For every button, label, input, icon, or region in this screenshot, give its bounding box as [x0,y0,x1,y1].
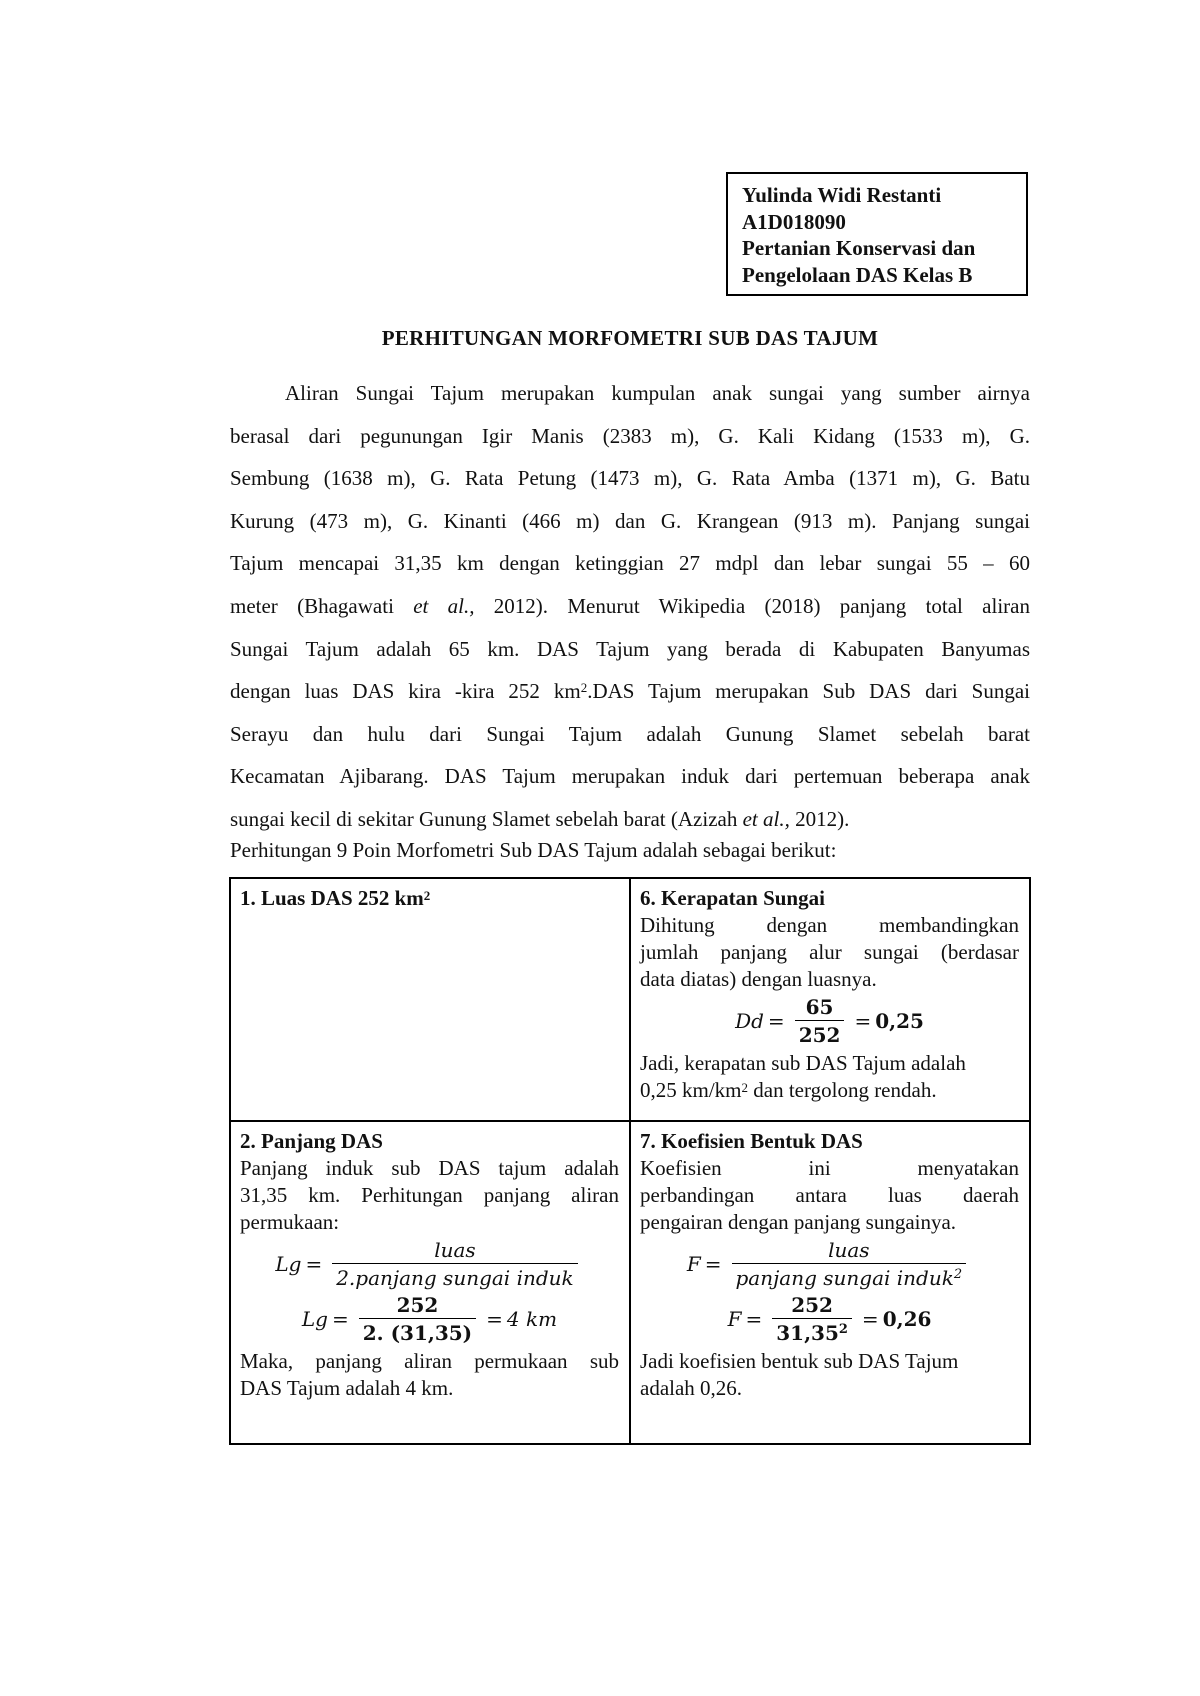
course-line-2: Pengelolaan DAS Kelas B [742,262,973,287]
author-info-box [726,172,1028,296]
numerator: 65 [805,995,834,1019]
numerator: luas [434,1238,476,1262]
numerator: luas [828,1238,870,1262]
cell-text-line: perbandingan antara luas daerah [640,1183,1019,1207]
cell-title [240,885,619,912]
cell-title: 2. Panjang DAS [240,1129,383,1153]
equation-lg-result [240,1293,619,1346]
text-run: meter (Bhagawati [230,593,414,618]
cell-text-line [640,1077,1019,1104]
equals-sign: = [704,1252,722,1276]
paragraph-line [230,585,1030,628]
cell-text-line: pengairan dengan panjang sungainya. [640,1210,957,1234]
equation-f-formula [640,1238,1019,1291]
intro-paragraph [230,372,1030,841]
numerator: 252 [396,1293,439,1317]
document-title: PERHITUNGAN MORFOMETRI SUB DAS TAJUM [381,326,879,350]
cell-text-line: Dihitung dengan membandingkan [640,913,1019,937]
author-name: Yulinda Widi Restanti [742,183,942,207]
equation-lhs: F [686,1252,701,1276]
denominator [772,1318,852,1346]
paragraph-line: Sungai Tajum adalah 65 km. DAS Tajum yang berada di Kabupaten Banyumas [230,636,1030,661]
equation-lhs: F [727,1307,742,1331]
paragraph-line [230,670,1030,713]
fraction [332,1238,577,1291]
superscript: 2 [953,1267,963,1282]
cell-text-line: DAS Tajum adalah 4 km. [240,1376,454,1400]
table-row [230,1121,1030,1444]
cell-text-line: adalah 0,26. [640,1376,743,1400]
fraction [732,1238,967,1291]
text-run: .DAS Tajum merupakan Sub DAS dari Sungai [587,679,1030,704]
denominator: 2.panjang sungai induk [332,1263,577,1291]
denominator: 252 [795,1020,845,1048]
fraction [772,1293,852,1346]
cell-kerapatan-sungai [630,878,1030,1121]
text-run: 2012). [789,806,850,831]
text-run: 1. Luas DAS 252 km [240,886,424,910]
equals-sign: = [767,1009,785,1033]
paragraph-line: Kurung (473 m), G. Kinanti (466 m) dan G. Krangean (913 m). Panjang sungai [230,508,1030,533]
cell-text-line: Jadi, kerapatan sub DAS Tajum adalah [640,1051,966,1075]
cell-text-line: Maka, panjang aliran permukaan sub [240,1349,619,1373]
morphometry-table [229,877,1031,1445]
denominator [732,1263,967,1291]
equation-lhs: Lg [275,1252,302,1276]
cell-text-line: Panjang induk sub DAS tajum adalah [240,1156,619,1180]
superscript: 2 [741,1080,749,1095]
text-run: dengan luas DAS kira -kira 252 km [230,679,581,704]
cell-text-line: Jadi koefisien bentuk sub DAS Tajum [640,1349,959,1373]
equation-result: 4 km [506,1307,558,1331]
equals-sign: = [861,1307,879,1331]
paragraph-line: Kecamatan Ajibarang. DAS Tajum merupakan induk dari pertemuan beberapa anak [230,764,1030,789]
superscript: 2 [580,680,588,696]
cell-text-line: Koefisien ini menyatakan [640,1156,1019,1180]
fraction [795,995,845,1048]
cell-text-line: permukaan: [240,1210,340,1234]
cell-title: 6. Kerapatan Sungai [640,886,825,910]
cell-text-line: 31,35 km. Perhitungan panjang aliran [240,1183,619,1207]
paragraph-line: Tajum mencapai 31,35 km dengan ketinggian 27 mdpl dan lebar sungai 55 – 60 [230,551,1030,576]
cell-text-line: data diatas) dengan luasnya. [640,967,877,991]
table-row [230,878,1030,1121]
cell-koefisien-bentuk [630,1121,1030,1444]
paragraph-line: Aliran Sungai Tajum merupakan kumpulan anak sungai yang sumber airnya [285,381,1030,405]
paragraph-line: Serayu dan hulu dari Sungai Tajum adalah Gunung Slamet sebelah barat [230,721,1030,746]
fraction [359,1293,476,1346]
equation-result: 0,26 [882,1307,932,1331]
equals-sign: = [486,1307,503,1331]
superscript: 2 [423,888,431,903]
citation-etal: et al., [413,593,475,618]
text-run: 0,25 km/km [640,1078,742,1102]
numerator: 252 [791,1293,833,1317]
text-run: dan tergolong rendah. [748,1078,937,1102]
cell-text-line: jumlah panjang alur sungai (berdasar [640,940,1019,964]
equation-lhs: Dd [735,1009,764,1033]
text-run: 2012). Menurut Wikipedia (2018) panjang total aliran [474,593,1030,618]
equals-sign: = [854,1009,872,1033]
cell-title: 7. Koefisien Bentuk DAS [640,1129,863,1153]
equation-lg-formula [240,1238,619,1291]
equation-result: 0,25 [875,1009,924,1033]
student-id: A1D018090 [742,209,846,234]
denominator: 2. (31,35) [359,1318,476,1346]
paragraph-line [230,798,1030,841]
table-intro: Perhitungan 9 Poin Morfometri Sub DAS Tajum adalah sebagai berikut: [230,838,837,862]
equation-f-result [640,1293,1019,1346]
course-line-1: Pertanian Konservasi dan [742,236,976,260]
equals-sign: = [331,1307,349,1331]
equals-sign: = [745,1307,763,1331]
paragraph-line: berasal dari pegunungan Igir Manis (2383 m), G. Kali Kidang (1533 m), G. [230,423,1030,448]
citation-etal: et al., [742,806,790,831]
equation-lhs: Lg [301,1307,328,1331]
text-run: panjang sungai induk [735,1266,954,1290]
cell-panjang-das [230,1121,630,1444]
cell-luas-das [230,878,630,1121]
text-run: sungai kecil di sekitar Gunung Slamet sebelah barat (Azizah [230,806,743,831]
equals-sign: = [305,1252,323,1276]
paragraph-line: Sembung (1638 m), G. Rata Petung (1473 m), G. Rata Amba (1371 m), G. Batu [230,466,1030,491]
equation-dd [640,995,1019,1048]
text-run: 31,35 [776,1321,839,1345]
superscript: 2 [838,1322,848,1337]
